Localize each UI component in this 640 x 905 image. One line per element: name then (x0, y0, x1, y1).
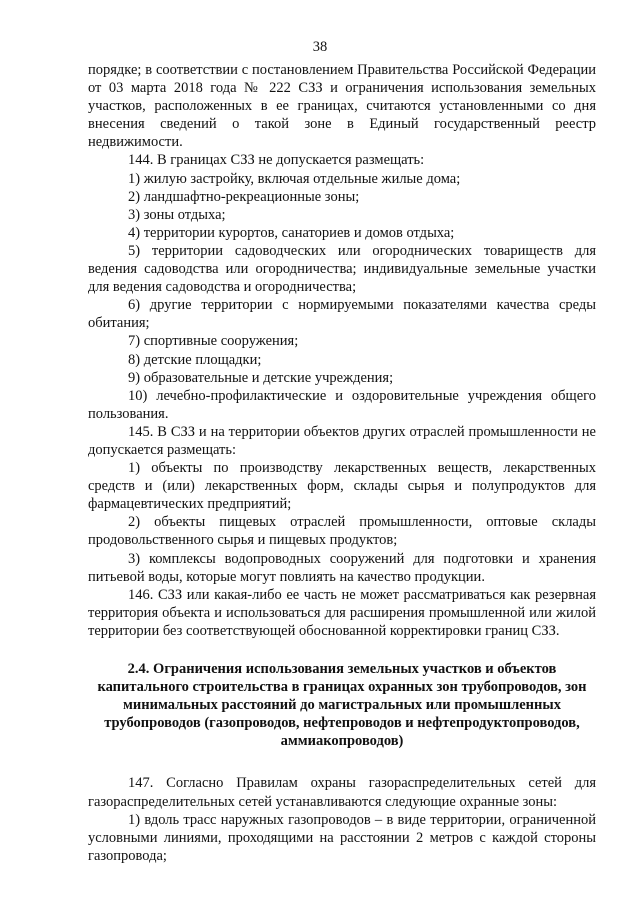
list-item-144-8: 8) детские площадки; (128, 351, 262, 368)
paragraph-144: 144. В границах СЗЗ не допускается размещать: (128, 152, 425, 169)
list-item-145-1: 1) объекты по производству лекарственных веществ, лекарственных средств и (или) лекарственных форм, склады сырья и полупродуктов для фармацевтических предприятий; (88, 460, 596, 513)
list-item-144-5: 5) территории садоводческих или огороднических товариществ для ведения садоводства или огородничества; индивидуальные земельные участки для ведения садоводства и огородничества; (88, 242, 596, 296)
paragraph-147: 147. Согласно Правилам охраны газораспределительных сетей для газораспределительных сетей устанавливаются следующие охранные зоны: (88, 775, 596, 810)
section-heading: 2.4. Ограничения использования земельных участков и объектов капитального строительства в границах охранных зон трубопроводов, зон минимальных расстояний до магистральных или промышленных трубопроводов (газопроводов, нефтепроводов и нефтепродуктопроводов, аммиакопроводов) (97, 661, 587, 750)
page-number: 38 (312, 39, 328, 55)
list-item-144-2: 2) ландшафтно-рекреационные зоны; (128, 188, 360, 205)
paragraph-continuation: порядке; в соответствии с постановлением Правительства Российской Федерации от 03 марта 2018 года № 222 СЗЗ и ограничения использования земельных участков, расположенных в ее границах, считаются установленными со дня внесения сведений о такой зоне в Единый государственный реестр недвижимости. (88, 62, 596, 151)
list-item-144-10: 10) лечебно-профилактические и оздоровительные учреждения общего пользования. (88, 387, 596, 422)
list-item-144-3: 3) зоны отдыха; (128, 206, 226, 223)
list-item-144-6: 6) другие территории с нормируемыми показателями качества среды обитания; (88, 297, 596, 332)
list-item-144-4: 4) территории курортов, санаториев и домов отдыха; (128, 224, 455, 241)
list-item-144-7: 7) спортивные сооружения; (128, 333, 299, 350)
list-item-144-9: 9) образовательные и детские учреждения; (128, 369, 394, 386)
paragraph-146: 146. СЗЗ или какая-либо ее часть не может рассматриваться как резервная территория объекта и использоваться для расширения промышленной или жилой территории без соответствующей обоснованной корректировки границ СЗЗ. (88, 586, 596, 639)
list-item-144-1: 1) жилую застройку, включая отдельные жилые дома; (128, 170, 461, 187)
list-item-147-1: 1) вдоль трасс наружных газопроводов – в виде территории, ограниченной условными линиями, проходящими на расстоянии 2 метров с каждой стороны газопровода; (88, 811, 596, 864)
document-body (88, 61, 596, 865)
paragraph-145: 145. В СЗЗ и на территории объектов других отраслей промышленности не допускается размещать: (88, 423, 596, 458)
list-item-145-3: 3) комплексы водопроводных сооружений для подготовки и хранения питьевой воды, которые могут повлиять на качество продукции. (88, 550, 596, 585)
list-item-145-2: 2) объекты пищевых отраслей промышленности, оптовые склады продовольственного сырья и пищевых продуктов; (88, 514, 596, 549)
